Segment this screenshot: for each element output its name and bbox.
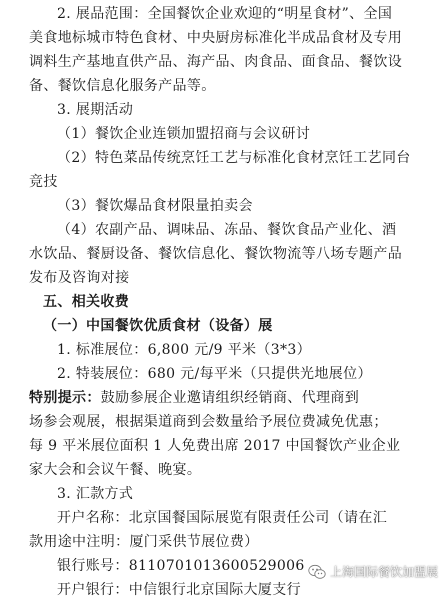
special-note-text: 鼓励参展企业邀请组织经销商、代理商到	[100, 390, 360, 406]
doc-line-3: 调料生产基地直供产品、海产品、肉食品、面食品、餐饮设	[29, 54, 403, 70]
doc-line-special-note	[29, 386, 414, 410]
doc-line-9: （3）餐饮爆品食材限量拍卖会	[57, 198, 253, 214]
doc-line-account-name-cont: 款用途中注明：厦门采供节展位费）	[29, 534, 259, 550]
doc-line-18: 场参会观展，根据渠道商到会数量给予展位费减免优惠；	[29, 414, 388, 430]
doc-line-account-number: 银行账号：8110701013600529006	[57, 558, 305, 574]
doc-line-4: 备、餐饮信息化服务产品等。	[29, 78, 216, 94]
watermark-text: 上海国际餐饮加盟展	[329, 565, 438, 579]
doc-line-7: （2）特色菜品传统烹饪工艺与标准化食材烹饪工艺同台	[57, 150, 411, 166]
doc-line-12: 发布及咨询对接	[29, 270, 130, 286]
doc-line-1: 2. 展品范围：全国餐饮企业欢迎的“明星食材”、全国	[57, 6, 393, 22]
doc-line-2: 美食地标城市特色食材、中央厨房标准化半成品食材及专用	[29, 30, 403, 46]
section-heading-fees: 五、相关收费	[43, 294, 130, 310]
doc-line-11: 水饮品、餐厨设备、餐饮信息化、餐饮物流等八场专题产品	[29, 246, 403, 262]
doc-line-10: （4）农副产品、调味品、冻品、餐饮食品产业化、酒	[57, 222, 397, 238]
doc-line-20: 家大会和会议午餐、晚宴。	[29, 462, 202, 478]
doc-line-remittance: 3. 汇款方式	[57, 486, 134, 502]
doc-line-5: 3. 展期活动	[57, 102, 134, 118]
doc-line-6: （1）餐饮企业连锁加盟招商与会议研讨	[57, 126, 311, 142]
doc-line-8: 竞技	[29, 174, 58, 190]
doc-line-special-booth: 2. 特装展位：680 元/每平米（只提供光地展位）	[57, 366, 372, 382]
watermark	[308, 563, 438, 580]
special-note-label: 特别提示：	[29, 390, 101, 406]
doc-line-account-name: 开户名称：北京国餐国际展览有限责任公司（请在汇	[57, 510, 388, 526]
wechat-icon	[308, 564, 326, 580]
subsection-heading-exhibition: （一）中国餐饮优质食材（设备）展	[43, 318, 273, 334]
doc-line-19: 每 9 平米展位面积 1 人免费出席 2017 中国餐饮产业企业	[29, 438, 401, 454]
doc-line-standard-booth: 1. 标准展位：6,800 元/9 平米（3*3）	[57, 342, 311, 358]
doc-line-bank: 开户银行：中信银行北京国际大厦支行	[57, 582, 301, 598]
